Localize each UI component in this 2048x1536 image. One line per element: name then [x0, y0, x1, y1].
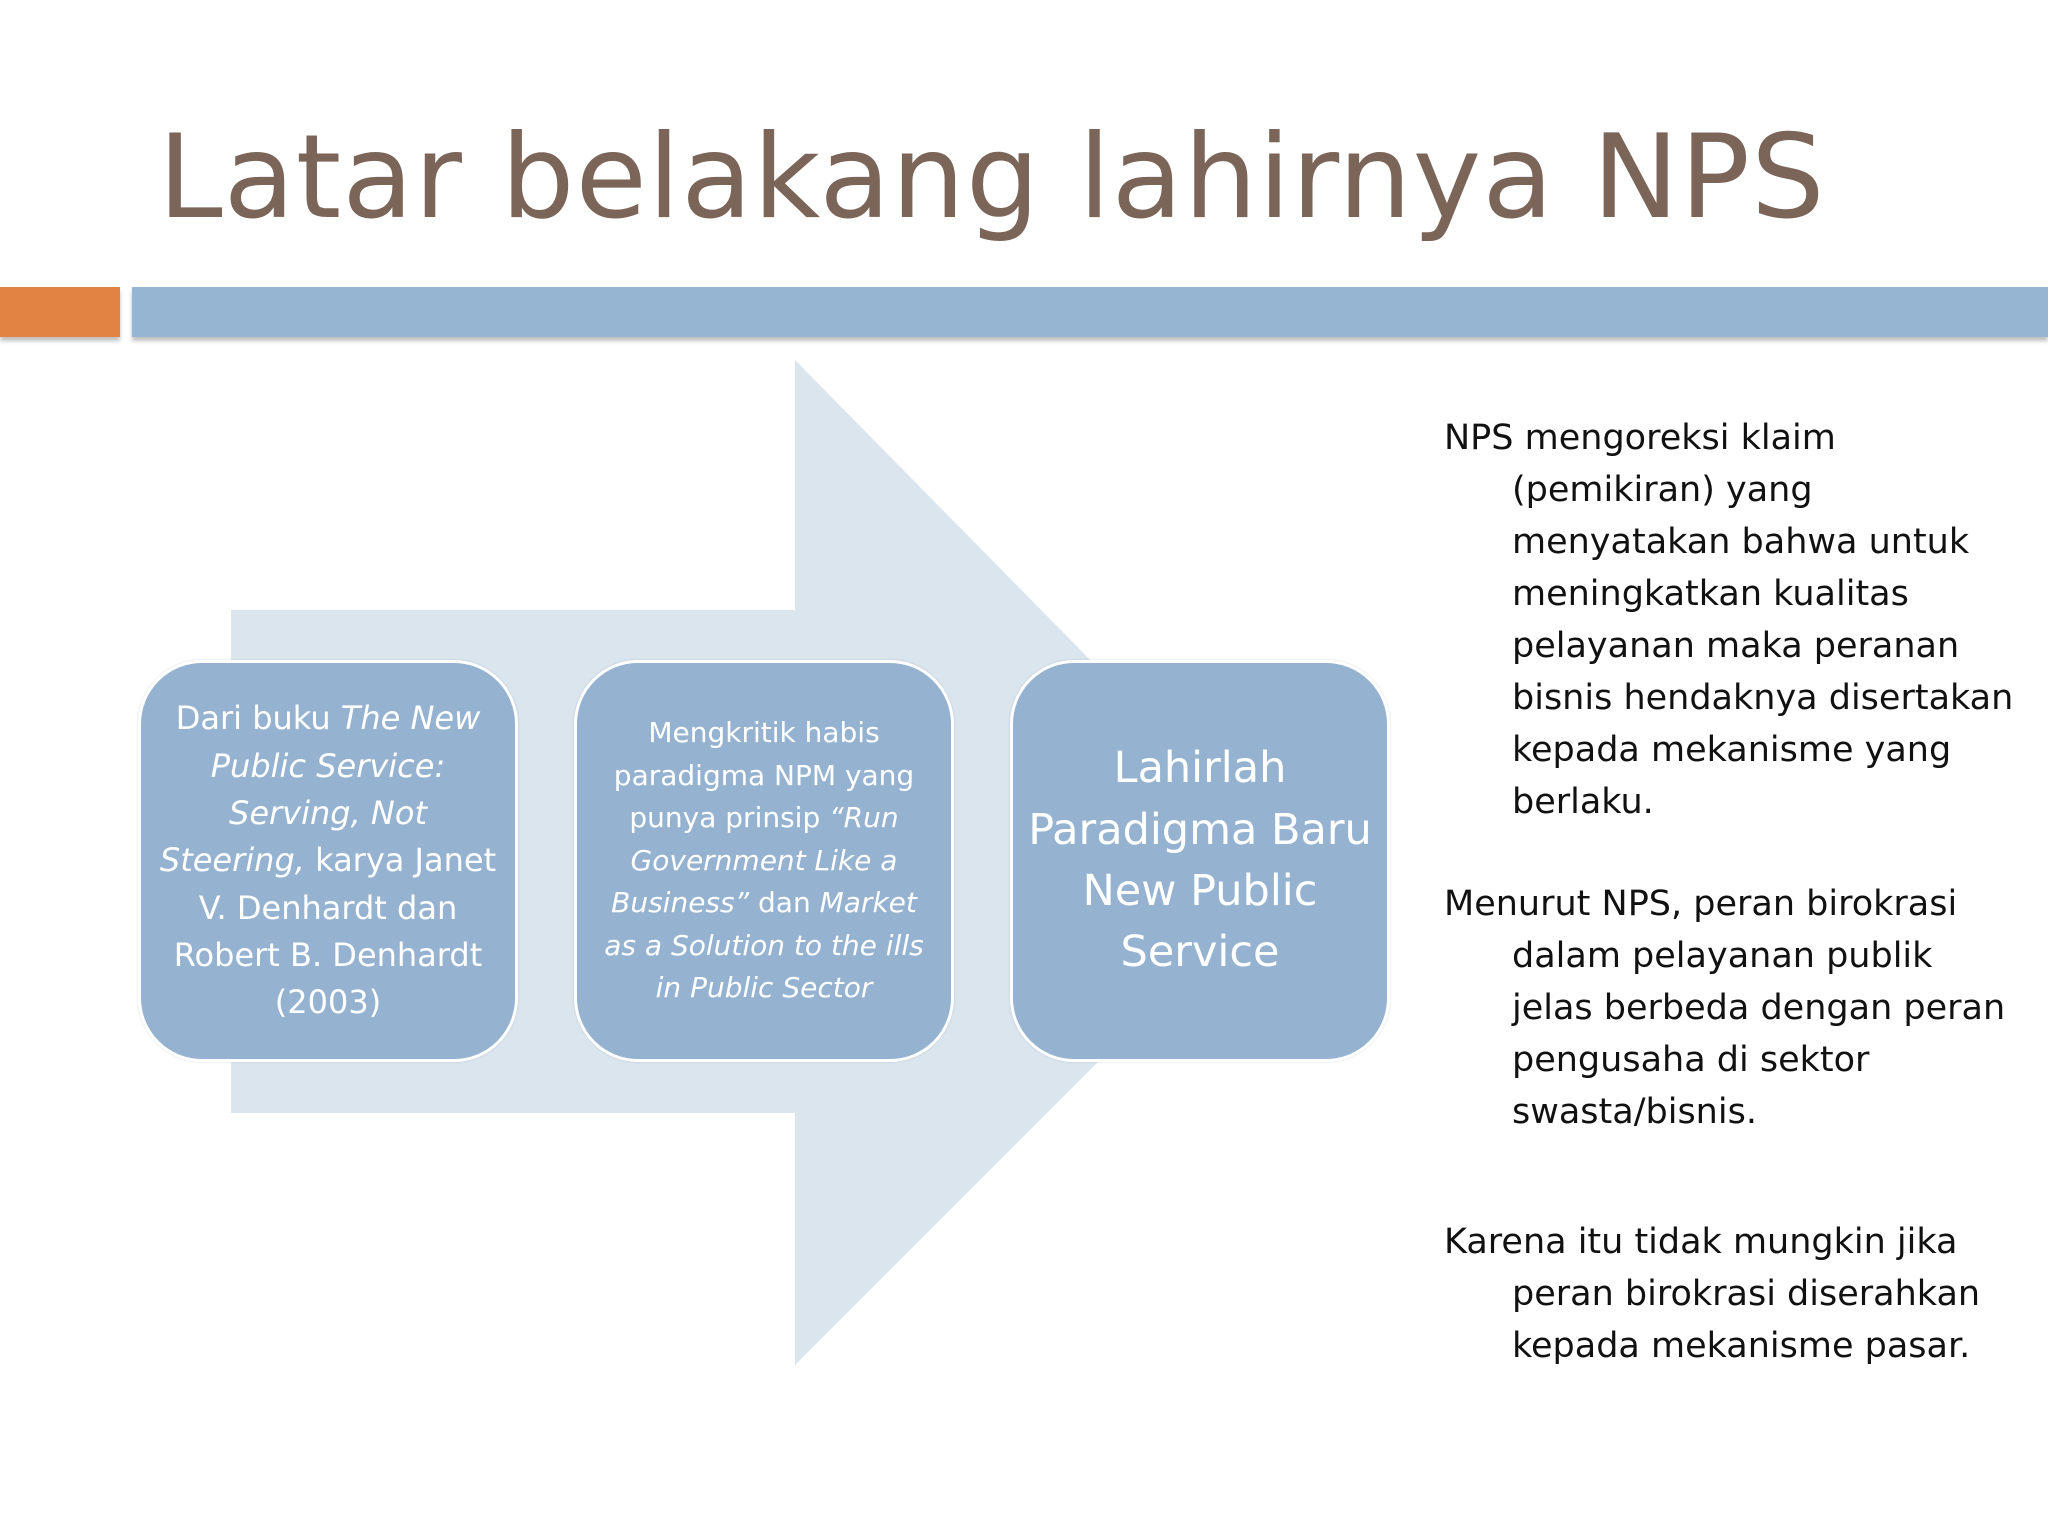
- process-step-1: [138, 660, 518, 1062]
- process-step-3: [1010, 660, 1390, 1062]
- notes-list: [1444, 412, 2024, 1372]
- step-2-italic-phrase: “Run Government Like a Business”: [611, 801, 899, 920]
- process-step-2-text: [577, 712, 951, 1010]
- process-step-1-text: [141, 695, 515, 1027]
- step-1-text-part: Dari buku: [175, 699, 341, 738]
- note-item: Karena itu tidak mungkin jika peran birokrasi diserahkan kepada mekanisme pasar.: [1444, 1222, 1981, 1366]
- step-2-italic-phrase: Market as a Solution to the ills in Public Sector: [604, 886, 924, 1005]
- note-item: Menurut NPS, peran birokrasi dalam pelayanan publik jelas berbeda dengan peran pengusaha di sektor swasta/bisnis.: [1444, 884, 2006, 1132]
- step-1-book-title: The New Public Service: Serving, Not Steering,: [159, 699, 481, 880]
- note-item: NPS mengoreksi klaim (pemikiran) yang menyatakan bahwa untuk meningkatkan kualitas pelayanan maka peranan bisnis hendaknya disertakan kepada mekanisme yang berlaku.: [1444, 418, 2014, 822]
- step-2-text-part: dan: [749, 886, 820, 920]
- process-step-3-text: Lahirlah Paradigma Baru New Public Service: [1028, 743, 1372, 978]
- step-2-text-part: Mengkritik habis paradigma NPM yang punya prinsip: [613, 716, 915, 835]
- process-step-2: [574, 660, 954, 1062]
- step-1-text-part: karya Janet V. Denhardt dan Robert B. Denhardt (2003): [173, 841, 497, 1022]
- slide-title: Latar belakang lahirnya NPS: [158, 110, 1826, 245]
